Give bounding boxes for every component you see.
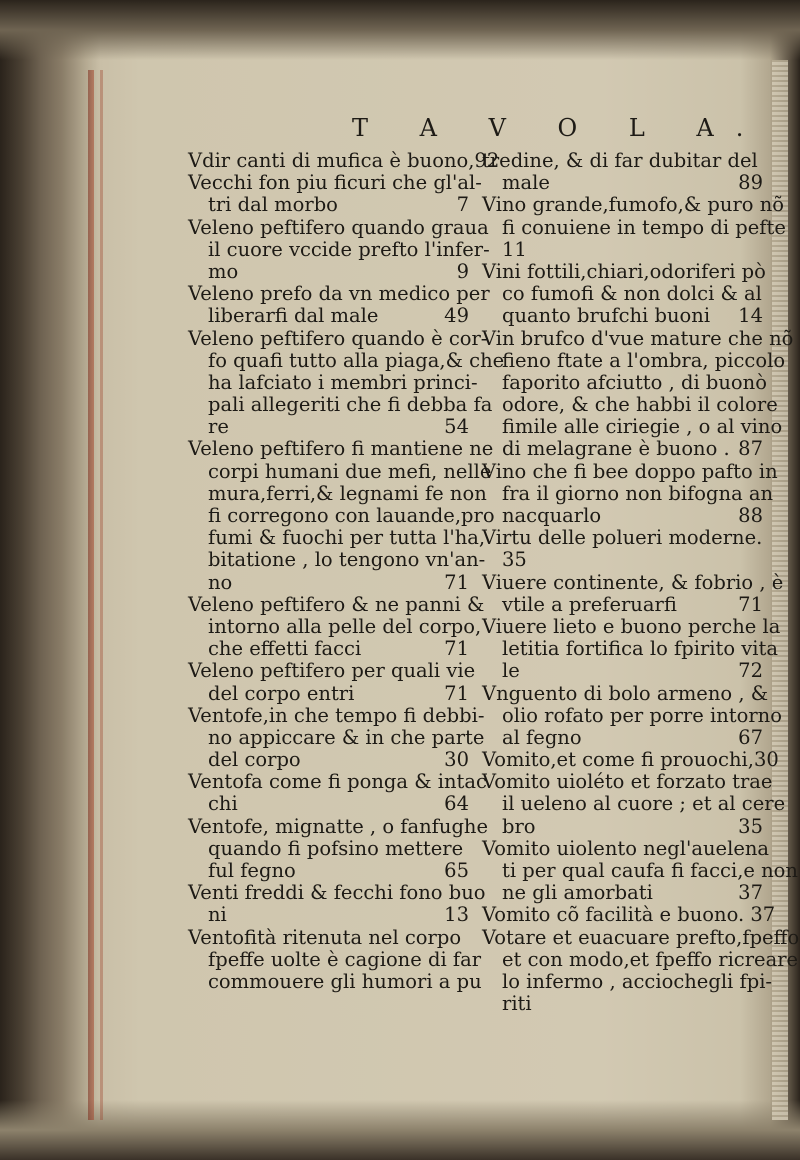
index-entry-text: il ueleno al cuore ; et al cere <box>502 792 786 816</box>
index-entry-line <box>482 215 786 239</box>
index-entry-line <box>188 614 482 638</box>
index-entry-text: odore, & che habbi il colore <box>502 393 778 417</box>
index-entry-line <box>482 947 799 971</box>
page-number: 67 <box>738 725 763 749</box>
index-entry <box>482 770 786 838</box>
index-entry-line <box>188 393 493 417</box>
page-number: 64 <box>444 792 469 816</box>
index-entry-text: quando fi pofsino mettere <box>208 836 464 860</box>
index-entry-text: al fegno <box>502 725 582 749</box>
index-entry-line <box>188 437 494 461</box>
page-number: 87 <box>738 437 763 461</box>
index-entry-line <box>188 814 489 838</box>
index-entry <box>188 881 486 927</box>
index-entry-text: fumi & fuochi per tutta l'ha, <box>208 526 486 550</box>
index-entry-text: ha lafciato i membri princi- <box>208 370 478 394</box>
index-entry-line <box>188 305 473 327</box>
index-entry-line <box>188 326 488 350</box>
index-entry-text: fpeffe uolte è cagione di far <box>208 947 482 971</box>
index-entry-line <box>188 261 473 283</box>
index-entry-line <box>482 792 786 816</box>
index-entry-line <box>188 725 485 749</box>
index-entry-line <box>482 925 800 949</box>
index-entry-text: Vini fottili,chiari,odoriferi pò <box>482 259 766 283</box>
index-entry-line <box>482 283 767 305</box>
index-entry <box>482 570 784 616</box>
index-entry-line <box>188 904 473 926</box>
index-entry-text: tri dal morbo <box>208 193 338 217</box>
index-entry-text: Veleno prefo da vn medico per <box>188 282 490 306</box>
index-entry-text: fra il giorno non bifogna an <box>502 481 774 505</box>
page-number: 71 <box>444 570 469 594</box>
index-entry-text: Virtu delle polueri moderne. <box>482 526 763 550</box>
index-entry-text: pali allegeriti che fi debba fa <box>208 393 493 417</box>
page-number: 65 <box>444 859 469 882</box>
index-entry <box>482 261 767 328</box>
index-entry-line <box>482 305 767 327</box>
index-entry-text: Veleno peftifero per quali vie <box>188 659 476 683</box>
index-entry-line <box>482 614 781 638</box>
index-entry-line <box>482 172 767 194</box>
index-entry-text: ni <box>208 903 227 927</box>
index-entry-line <box>188 149 500 172</box>
index-entry-line <box>188 215 489 239</box>
index-entry-text: Ventofa come fi ponga & intac <box>188 770 487 794</box>
index-entry-line <box>482 683 767 705</box>
index-entry-text: il cuore vccide prefto l'infer- <box>208 237 490 261</box>
index-entry-line <box>482 348 786 372</box>
index-entry-line <box>188 459 492 483</box>
index-entry <box>188 770 487 816</box>
index-entry-line <box>482 372 767 394</box>
index-entry-line <box>188 282 490 306</box>
index-entry <box>482 925 800 1016</box>
index-entry-text: nacquarlo <box>502 504 602 527</box>
index-entry-text: intorno alla pelle del corpo, <box>208 614 482 638</box>
index-entry-text: Veleno peftifero quando graua <box>188 215 489 239</box>
index-entry-text: di melagrane è buono . <box>502 437 730 461</box>
index-entry-text: riti <box>502 992 532 1016</box>
index-entry-line <box>188 793 473 815</box>
index-entry-text: Venti freddi & fecchi fono buo <box>188 881 486 905</box>
index-entry-text: ful fegno <box>208 859 296 882</box>
index-entry-line <box>482 703 782 727</box>
index-entry-text: del corpo <box>208 748 301 772</box>
index-entry-text: re <box>208 415 229 439</box>
index-entry-text: Vomito uioléto et forzato trae <box>482 770 773 794</box>
page-number: 30 <box>444 748 469 772</box>
index-entry <box>188 171 482 217</box>
index-entry-line <box>188 638 473 660</box>
index-entry-text: Ventofe, mignatte , o fanfughe <box>188 814 489 838</box>
index-entry-text: letitia fortifica lo fpirito vita <box>502 637 779 661</box>
page-number: 71 <box>444 681 469 705</box>
index-entry-line <box>188 416 473 438</box>
index-entry-line <box>482 239 767 261</box>
index-entry <box>188 437 495 594</box>
index-entry-text: mura,ferri,& legnami fe non <box>208 481 487 505</box>
page-number: 9 <box>456 259 469 283</box>
index-entry-line <box>482 326 794 350</box>
index-entry-text: lo infermo , acciochegli fpi- <box>502 969 773 993</box>
index-entry <box>188 703 485 772</box>
top-edge-shadow <box>0 0 800 60</box>
index-entry <box>482 459 778 528</box>
page-number: 35 <box>738 814 763 838</box>
index-entry-text: male <box>502 171 550 195</box>
index-entry-line <box>188 171 482 195</box>
index-entry-text: Votare et euacuare prefto,fpeffo <box>482 925 800 949</box>
index-entry-line <box>188 838 473 860</box>
index-entry-text: Vin brufco d'vue mature che nõ <box>482 326 794 350</box>
index-entry-line <box>482 836 770 860</box>
index-entry <box>188 282 490 328</box>
index-entry <box>482 836 798 905</box>
index-entry-line <box>482 393 778 417</box>
index-entry-line <box>482 505 767 527</box>
index-entry-text: no appiccare & in che parte <box>208 725 485 749</box>
index-entry <box>188 592 485 661</box>
index-entry-text: bro <box>502 814 536 838</box>
index-entry-line <box>188 683 473 705</box>
index-entry-line <box>188 659 476 683</box>
index-entry <box>188 326 505 439</box>
index-entry-text: Vecchi fon piu ficuri che gl'al- <box>188 171 482 195</box>
index-entry-text: vtile a preferuarfi <box>502 592 677 616</box>
index-entry-line <box>188 348 505 372</box>
index-entry-line <box>188 860 473 882</box>
index-entry-line <box>482 594 767 616</box>
index-entry-line <box>188 370 478 394</box>
index-entry-text: et con modo,et fpeffo ricreare <box>502 947 799 971</box>
index-entry-line <box>482 438 767 460</box>
index-entry-text: olio rofato per porre intorno <box>502 703 782 727</box>
index-column-right <box>482 149 800 1016</box>
index-entry-text: fieno ftate a l'ombra, piccolo <box>502 348 786 372</box>
index-entry-line <box>482 570 784 594</box>
bottom-edge-shadow <box>0 1100 800 1160</box>
index-entry <box>188 814 489 883</box>
index-entry <box>482 150 767 194</box>
index-entry-line <box>188 703 485 727</box>
index-entry-line <box>188 481 487 505</box>
index-entry-text: Vnguento di bolo armeno , & <box>482 681 769 705</box>
index-entry-line <box>482 816 767 838</box>
index-entry-line <box>188 947 482 971</box>
index-entry-line <box>188 504 495 527</box>
index-entry-text: Veleno peftifero fi mantiene ne <box>188 437 494 461</box>
index-entry-line <box>188 927 473 949</box>
page-number: 14 <box>738 304 763 328</box>
index-entry-text: Vdir canti di mufica è buono,92 <box>188 149 500 172</box>
index-entry <box>188 149 500 172</box>
page-number: 71 <box>444 637 469 661</box>
index-entry-text: Ventofe,in che tempo fi debbi- <box>188 703 485 727</box>
index-entry-line <box>188 969 482 993</box>
index-entry-text: fi corregono con lauande,pro <box>208 504 495 527</box>
index-entry <box>188 925 482 994</box>
index-entry-line <box>188 572 473 594</box>
index-entry-text: corpi humani due mefi, nelle <box>208 459 492 483</box>
index-entry-text: co fumofi & non dolci & al <box>502 282 762 306</box>
index-entry-line <box>482 660 767 682</box>
index-entry-line <box>188 770 487 794</box>
index-entry-text: commouere gli humori a pu <box>208 969 482 993</box>
page-number: 49 <box>444 304 469 328</box>
index-entry <box>482 614 781 683</box>
page-number: 72 <box>738 659 763 683</box>
index-entry-line <box>482 261 767 283</box>
index-entry-text: 35 <box>502 548 527 572</box>
index-entry <box>188 659 476 705</box>
index-entry-text: quanto brufchi buoni <box>502 304 711 328</box>
index-entry-line <box>188 237 490 261</box>
index-entry-line <box>188 548 486 572</box>
index-entry-line <box>482 549 767 571</box>
index-entry-text: fimile alle ciriegie , o al vino <box>502 415 783 439</box>
index-entry-text: che effetti facci <box>208 637 362 661</box>
index-entry-line <box>482 859 798 882</box>
index-entry-text: Veleno peftifero & ne panni & <box>188 592 485 616</box>
index-entry-line <box>482 993 767 1015</box>
index-entry-text: ti per qual caufa fi facci,e non <box>502 859 798 882</box>
index-entry-text: Veleno peftifero quando è cor- <box>188 326 488 350</box>
index-entry-text: liberarfi dal male <box>208 304 379 328</box>
page-number: 88 <box>738 504 763 527</box>
index-entry-line <box>482 481 774 505</box>
index-entry-text: Vomito uiolento negl'auelena <box>482 836 770 860</box>
index-entry <box>482 193 786 261</box>
index-entry <box>482 748 779 772</box>
index-entry-line <box>482 637 779 661</box>
index-entry-line <box>188 881 486 905</box>
index-entry-text: 11 <box>502 237 527 261</box>
running-head: T A V O L A. <box>352 114 766 142</box>
gutter-binding-edge <box>88 70 94 1120</box>
index-entry-line <box>482 527 767 549</box>
index-entry-text: tredine, & di far dubitar del <box>482 149 758 172</box>
index-entry-text: ne gli amorbati <box>502 881 653 905</box>
page-number: 54 <box>444 415 469 439</box>
index-entry-text: Ventofità ritenuta nel corpo <box>188 925 462 949</box>
index-entry-text: fo quafi tutto alla piaga,& che <box>208 348 505 372</box>
index-entry-text: Viuere continente, & fobrio , è <box>482 570 784 594</box>
page-number: 13 <box>444 903 469 927</box>
page-number: 37 <box>738 881 763 905</box>
index-entry <box>482 326 794 461</box>
index-entry <box>482 681 782 750</box>
index-entry-line <box>482 459 778 483</box>
index-entry-line <box>482 770 773 794</box>
index-entry-text: Viuere lieto e buono perche la <box>482 614 781 638</box>
page-number: 7 <box>456 193 469 217</box>
index-entry <box>482 903 776 927</box>
index-entry-line <box>188 526 486 550</box>
index-entry-text: Vomito,et come fi prouochi,30 <box>482 748 779 772</box>
index-entry-line <box>482 969 773 993</box>
index-entry-text: Vomito cõ facilità e buono. 37 <box>482 903 776 927</box>
page-number: 89 <box>738 171 763 195</box>
index-entry <box>482 527 767 571</box>
index-entry-text: mo <box>208 259 239 283</box>
index-entry-line <box>482 748 779 772</box>
index-column-left <box>188 149 505 993</box>
index-entry-line <box>188 592 485 616</box>
index-entry-text: le <box>502 659 520 683</box>
index-entry-text: bitatione , lo tengono vn'an- <box>208 548 486 572</box>
index-entry-line <box>482 903 776 927</box>
index-entry-text: chi <box>208 792 238 816</box>
index-entry-text: del corpo entri <box>208 681 355 705</box>
index-entry <box>188 215 490 284</box>
index-entry-line <box>482 193 785 217</box>
index-entry-text: Vino che fi bee doppo pafto in <box>482 459 778 483</box>
index-entry-text: no <box>208 570 233 594</box>
index-entry-line <box>482 882 767 904</box>
index-entry-line <box>482 727 767 749</box>
index-entry-line <box>188 194 473 216</box>
index-entry-line <box>188 749 473 771</box>
page-number: 71 <box>738 592 763 616</box>
index-entry-line <box>482 415 783 439</box>
index-entry-text: fi conuiene in tempo di pefte <box>502 215 786 239</box>
gutter-binding-thread <box>100 70 103 1120</box>
index-entry-text: faporito afciutto , di buonò <box>502 370 767 394</box>
index-entry-text: Vino grande,fumofo,& puro nõ <box>482 193 785 217</box>
index-entry-line <box>482 150 767 172</box>
